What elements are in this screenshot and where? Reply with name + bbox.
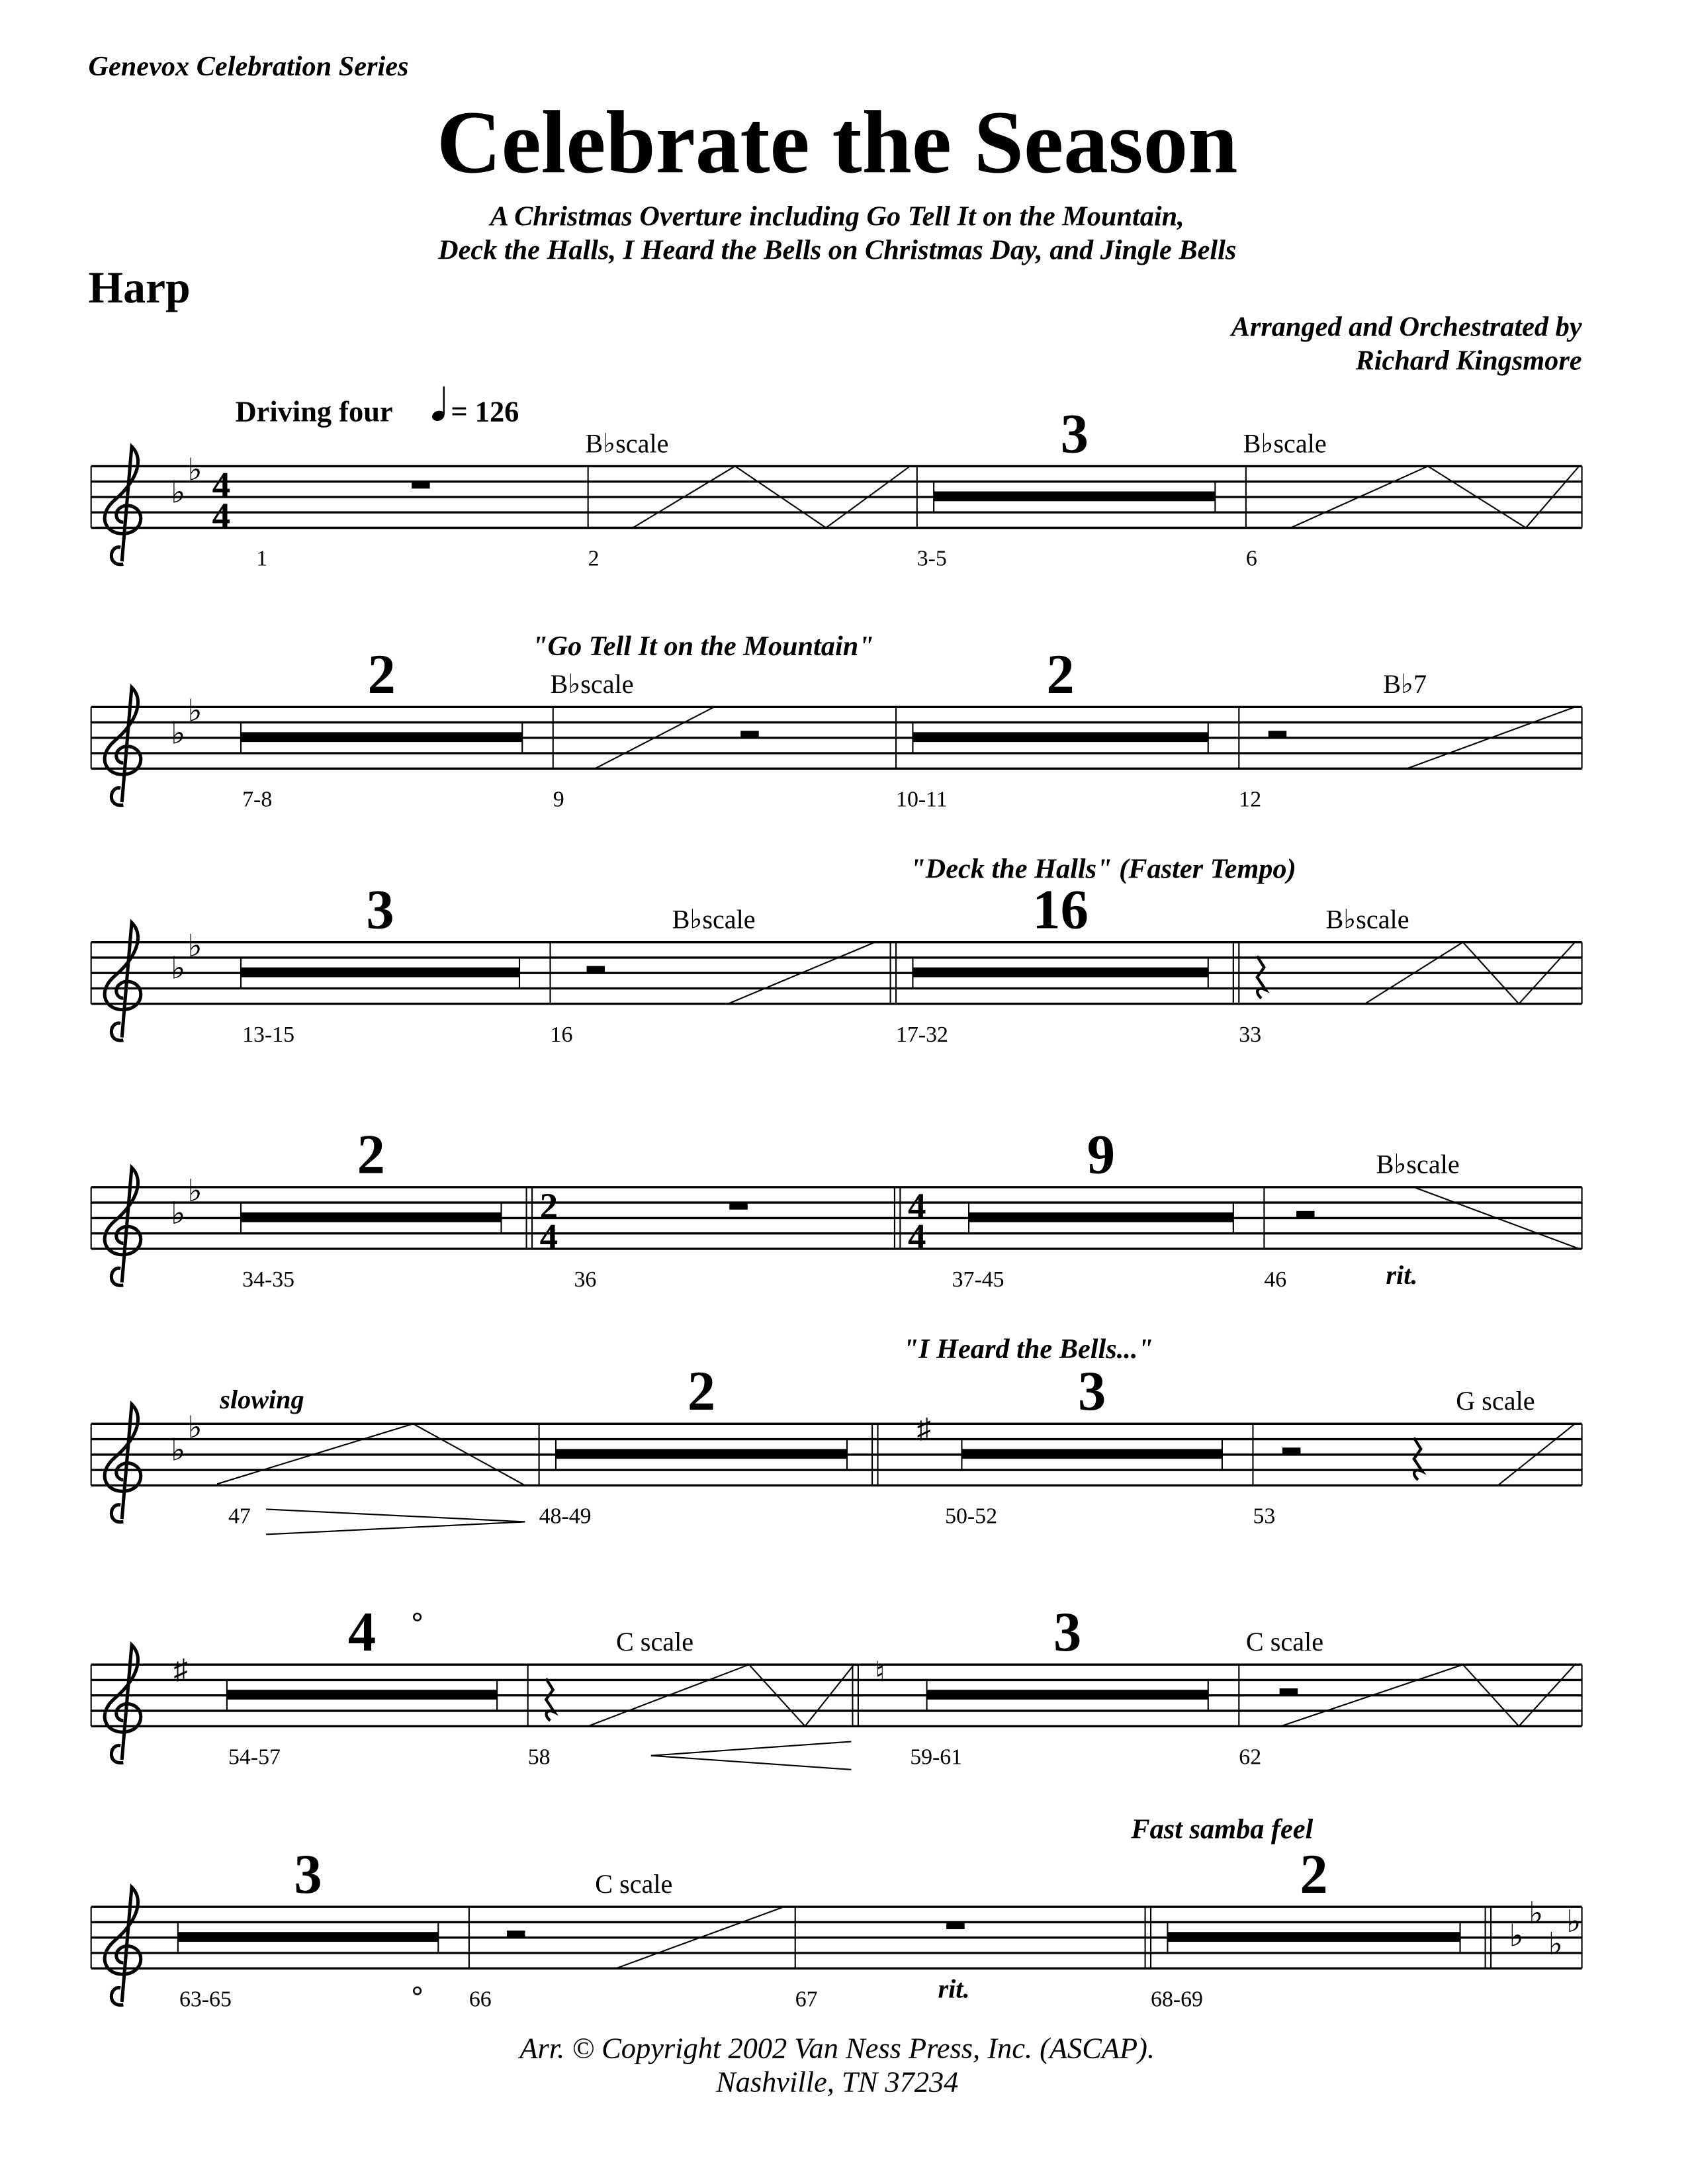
staff-system (91, 1334, 1582, 1535)
staff-system (91, 1602, 1582, 1770)
rest-count: 2 (1046, 644, 1075, 706)
measure-number: 63-65 (179, 1987, 232, 2012)
flat-icon: ♭ (187, 1411, 202, 1445)
section-title: "I Heard the Bells..." (903, 1333, 1153, 1365)
time-signature-top: 4 (908, 1185, 926, 1226)
flat-icon: ♭ (171, 952, 186, 986)
measure (227, 1602, 497, 1769)
section-title: "Go Tell It on the Mountain" (532, 631, 874, 662)
flat-icon: ♭ (187, 453, 202, 488)
quarter-note-icon (431, 387, 446, 423)
measure-number: 47 (228, 1504, 251, 1529)
rest-count: 9 (1087, 1124, 1116, 1186)
multi-measure-rest (178, 1932, 438, 1942)
measure-number: 1 (256, 546, 268, 571)
flat-icon: ♭ (171, 1197, 186, 1231)
instrument-name: Harp (88, 262, 191, 312)
chord-symbol: B♭scale (1243, 428, 1327, 459)
half-rest (740, 731, 759, 738)
measure (551, 669, 759, 811)
chord-symbol: G scale (1456, 1386, 1535, 1416)
crescendo-hairpin (651, 1742, 852, 1756)
staff-system (91, 403, 1582, 570)
measure-number: 67 (795, 1987, 818, 2012)
measure-number: 62 (1239, 1745, 1262, 1770)
measure (585, 428, 910, 570)
multi-measure-rest (556, 1449, 847, 1459)
multi-measure-rest (969, 1212, 1233, 1222)
measure (1264, 1150, 1579, 1292)
staff-system (91, 631, 1582, 811)
chord-symbol: C scale (615, 1627, 694, 1657)
decrescendo-hairpin (266, 1509, 525, 1522)
time-signature-top: 2 (539, 1185, 558, 1226)
credit-line-2: Richard Kingsmore (1355, 345, 1582, 377)
staff-system (91, 1814, 1582, 2012)
measure (256, 482, 429, 571)
half-rest (1280, 1688, 1298, 1696)
measure-number: 12 (1239, 787, 1262, 812)
rest-count: 2 (1300, 1844, 1328, 1905)
measure-number: 58 (527, 1745, 551, 1770)
flat-icon: ♭ (171, 476, 186, 510)
multi-measure-rest (241, 968, 519, 978)
staff-system (91, 1124, 1582, 1292)
measure-number: 16 (550, 1022, 573, 1047)
time-signature-bottom: 4 (908, 1216, 926, 1257)
tempo-value: = 126 (451, 394, 519, 428)
rest-count: 4 (347, 1602, 377, 1664)
measure (469, 1869, 784, 2011)
expression-marking: rit. (1386, 1259, 1418, 1290)
rest-count: 2 (687, 1361, 716, 1423)
rest-count: 3 (366, 879, 394, 941)
measure (1239, 669, 1575, 811)
page-title: Celebrate the Season (436, 93, 1238, 193)
subtitle-line-2: Deck the Halls, I Heard the Bells on Christmas Day, and Jingle Bells (438, 234, 1237, 266)
score-systems (91, 403, 1582, 2011)
expression-marking: rit. (938, 1974, 970, 2004)
rest-count: 3 (1060, 403, 1089, 465)
copyright-line-1: Arr. © Copyright 2002 Van Ness Press, Inc. (ASCAP). (519, 2031, 1155, 2065)
measure-number: 2 (588, 546, 600, 571)
half-rest (1269, 731, 1287, 738)
multi-measure-rest (227, 1690, 497, 1700)
multi-measure-rest (927, 1690, 1208, 1700)
measure-number: 48-49 (539, 1504, 592, 1529)
flat-icon: ♭ (171, 717, 186, 751)
whole-rest (946, 1922, 965, 1929)
natural-icon: ♮ (875, 1657, 885, 1688)
treble-clef-icon (105, 1167, 141, 1285)
half-rest (1296, 1211, 1315, 1218)
quarter-rest (546, 1678, 555, 1720)
measure-number: 6 (1245, 546, 1257, 571)
quarter-rest (1414, 1438, 1423, 1480)
section-title: "Deck the Halls" (Faster Tempo) (910, 853, 1296, 885)
measure (1239, 1627, 1575, 1769)
measure-number: 59-61 (910, 1745, 963, 1770)
multi-measure-rest (241, 732, 522, 742)
measure (539, 1361, 847, 1528)
half-rest (507, 1931, 525, 1938)
measure-number: 3-5 (916, 546, 947, 571)
multi-measure-rest (913, 968, 1208, 978)
measure (528, 1627, 854, 1770)
credit-line-1: Arranged and Orchestrated by (1231, 311, 1582, 343)
whole-rest (729, 1203, 748, 1210)
measure (241, 880, 519, 1047)
quarter-rest (1257, 956, 1266, 998)
flat-icon: ♭ (1529, 1897, 1544, 1931)
expression-marking: slowing (220, 1385, 304, 1415)
chord-symbol: B♭scale (550, 669, 634, 700)
measure (1151, 1844, 1460, 2011)
rest-count: 3 (1078, 1361, 1106, 1423)
measure-number: 36 (574, 1267, 597, 1293)
half-rest (587, 966, 605, 974)
measure (952, 1124, 1233, 1292)
series-name: Genevox Celebration Series (88, 51, 409, 83)
chord-symbol: B♭scale (672, 904, 756, 934)
measure (945, 1361, 1222, 1528)
treble-clef-icon (105, 1404, 141, 1522)
measure-number: 66 (468, 1987, 492, 2012)
time-signature-bottom: 4 (539, 1216, 558, 1257)
flat-icon: ♭ (1548, 1928, 1563, 1962)
multi-measure-rest (913, 732, 1208, 742)
measure (910, 1602, 1208, 1769)
measure-number: 53 (1253, 1504, 1276, 1529)
flat-icon: ♭ (187, 929, 202, 964)
time-signature-top: 4 (212, 464, 231, 505)
measure-number: 17-32 (896, 1022, 948, 1047)
tempo-text: Driving four (235, 394, 393, 428)
measure (1253, 1386, 1575, 1528)
measure-number: 9 (553, 787, 564, 812)
measure-number: 54-57 (228, 1745, 281, 1770)
crescendo-hairpin (651, 1756, 852, 1770)
sharp-icon: ♯ (173, 1654, 188, 1686)
treble-clef-icon (105, 923, 141, 1040)
harmonic-circle-icon (414, 1614, 421, 1621)
rest-count: 2 (367, 644, 396, 706)
flat-icon: ♭ (187, 694, 202, 729)
measure-number: 46 (1264, 1267, 1287, 1293)
measure-number: 50-52 (945, 1504, 997, 1529)
chord-symbol: B♭scale (585, 428, 669, 459)
rest-count: 2 (357, 1124, 385, 1186)
treble-clef-icon (105, 447, 141, 565)
measure-number: 68-69 (1151, 1987, 1203, 2012)
time-signature-bottom: 4 (212, 495, 231, 536)
chord-symbol: B♭scale (1376, 1149, 1460, 1179)
whole-rest (412, 482, 430, 489)
flat-icon: ♭ (187, 1175, 202, 1208)
measure (241, 644, 522, 811)
rest-count: 3 (294, 1844, 322, 1905)
rest-count: 16 (1032, 879, 1089, 941)
half-rest (1282, 1447, 1301, 1455)
measure (1243, 428, 1580, 570)
chord-symbol: C scale (595, 1869, 673, 1899)
staff-system (91, 853, 1582, 1046)
measure (241, 1124, 501, 1292)
harmonic-circle-icon (414, 1987, 421, 1995)
treble-clef-icon (105, 1888, 141, 2005)
multi-measure-rest (934, 492, 1215, 502)
measure (178, 1844, 438, 2011)
chord-symbol: C scale (1245, 1627, 1324, 1657)
measure-number: 7-8 (242, 787, 273, 812)
flat-icon: ♭ (1509, 1919, 1524, 1954)
section-title: Fast samba feel (1131, 1813, 1314, 1845)
measure (795, 1922, 970, 2011)
decrescendo-hairpin (266, 1522, 525, 1534)
rest-count: 3 (1053, 1602, 1082, 1664)
flat-icon: ♭ (1566, 1905, 1582, 1940)
subtitle-line-1: A Christmas Overture including Go Tell It on the Mountain, (490, 201, 1184, 232)
treble-clef-icon (105, 688, 141, 805)
measure (896, 644, 1208, 811)
treble-clef-icon (105, 1645, 141, 1763)
measure-number: 13-15 (242, 1022, 295, 1047)
measure-number: 33 (1239, 1022, 1262, 1047)
measure (1239, 905, 1575, 1047)
measure (917, 403, 1216, 570)
measure-number: 34-35 (242, 1267, 295, 1293)
measure (574, 1203, 748, 1292)
chord-symbol: B♭7 (1383, 669, 1427, 700)
measure (896, 880, 1208, 1047)
chord-symbol: B♭scale (1325, 904, 1409, 934)
measure-number: 37-45 (952, 1267, 1004, 1293)
measure-number: 10-11 (896, 787, 948, 812)
multi-measure-rest (241, 1212, 501, 1222)
sharp-icon: ♯ (916, 1413, 931, 1445)
measure (551, 905, 875, 1047)
copyright-line-2: Nashville, TN 37234 (716, 2065, 959, 2099)
multi-measure-rest (1167, 1932, 1460, 1942)
multi-measure-rest (961, 1449, 1222, 1459)
flat-icon: ♭ (171, 1433, 186, 1468)
measure (217, 1385, 525, 1534)
